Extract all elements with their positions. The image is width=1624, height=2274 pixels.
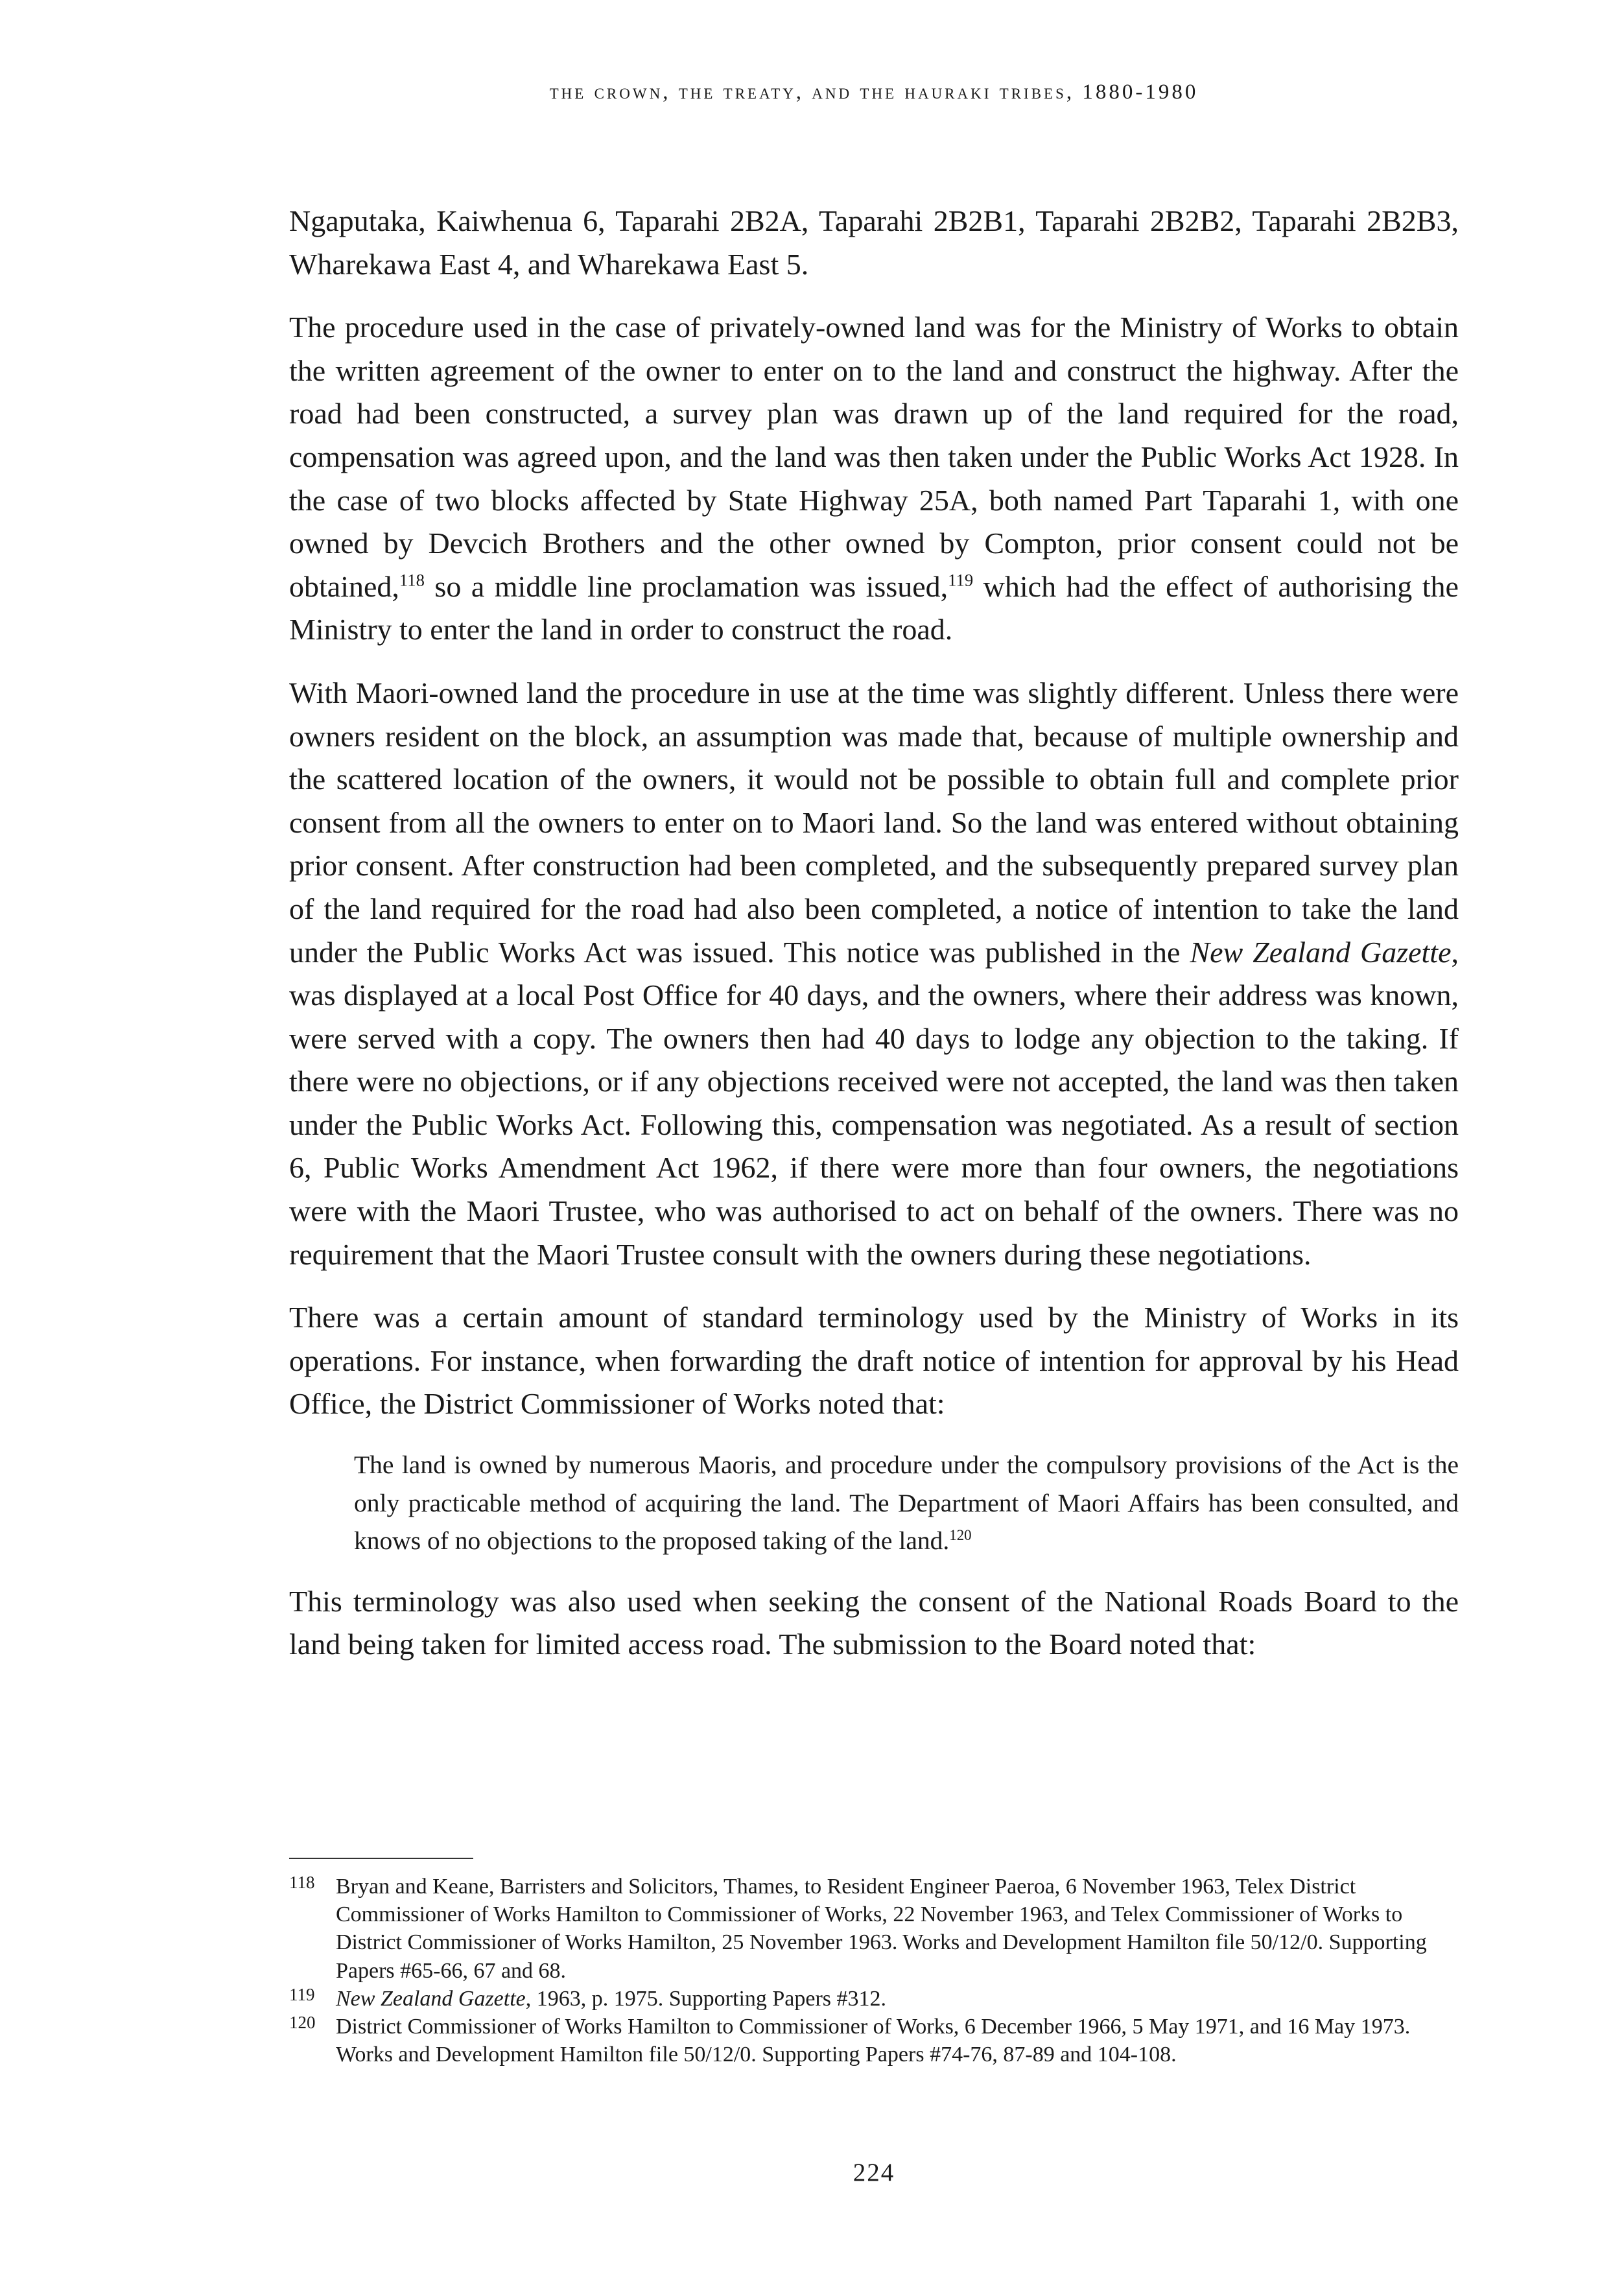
running-head: the crown, the treaty, and the hauraki tribes, 1880-1980 — [549, 80, 1199, 104]
paragraph-2-text-b: so a middle line proclamation was issued, — [424, 569, 948, 603]
footnote-separator — [289, 1858, 473, 1859]
gazette-title: New Zealand Gazette — [1190, 935, 1452, 969]
footnote-text — [336, 1985, 1459, 2013]
footnote-ref-118: 118 — [399, 570, 425, 590]
footnote-number: 120 — [289, 2013, 316, 2033]
footnote-italic-title: New Zealand Gazette — [336, 1986, 526, 2011]
paragraph-4: There was a certain amount of standard terminology used by the Ministry of Works in its operations. For instance, when forwarding the draft notice of intention for approval by his Head Office, the District Commissioner of Works noted that: — [289, 1301, 1459, 1421]
paragraph-1: Ngaputaka, Kaiwhenua 6, Taparahi 2B2A, Taparahi 2B2B1, Taparahi 2B2B2, Taparahi 2B2B3, Wharekawa East 4, and Wharekawa East 5. — [289, 204, 1459, 281]
paragraph-2-text-c: which had the effect of authorising the Ministry to enter the land in order to construct the road. — [289, 569, 1459, 646]
paragraph-3-text-a: With Maori-owned land the procedure in use at the time was slightly different. Unless there were owners resident on the block, an assumption was made that, because of multiple ownership and the scattered location of the owners, it would not be possible to obtain full and complete prior consent from all the owners to enter on to Maori land. So the land was entered without obtaining prior consent. After construction had been completed, and the subsequently prepared survey plan of the land required for the road had also been completed, a notice of intention to take the land under the Public Works Act was issued. This notice was published in the — [289, 676, 1459, 969]
footnote-number: 119 — [289, 1984, 315, 2004]
paragraph-2 — [289, 306, 1459, 652]
footnote-118 — [289, 1873, 1459, 1985]
block-quote-text: The land is owned by numerous Maoris, and procedure under the compulsory provisions of the Act is the only practicable method of acquiring the land. The Department of Maori Affairs has been consulted, and knows of no objections to the proposed taking of the land. — [354, 1451, 1459, 1556]
footnote-number: 118 — [289, 1873, 315, 1892]
footnote-text-rest: , 1963, p. 1975. Supporting Papers #312. — [525, 1986, 887, 2011]
footnote-ref-120: 120 — [949, 1526, 972, 1543]
footnote-text: Bryan and Keane, Barristers and Solicitors, Thames, to Resident Engineer Paeroa, 6 November 1963, Telex District Commissioner of Works Hamilton to Commissioner of Works, 22 November 1963, and Telex Commissioner of Works to District Commissioner of Works Hamilton, 25 November 1963. Works and Development Hamilton file 50/12/0. Supporting Papers #65-66, 67 and 68. — [336, 1875, 1427, 1983]
book-page — [289, 0, 1459, 2274]
paragraph-5: This terminology was also used when seeking the consent of the National Roads Board to the land being taken for limited access road. The submission to the Board noted that: — [289, 1584, 1459, 1661]
footnote-119 — [289, 1985, 1459, 2013]
body-text — [289, 200, 1459, 1687]
paragraph-2-text-a: The procedure used in the case of privately-owned land was for the Ministry of Works to obtain the written agreement of the owner to enter on to the land and construct the highway. After the road had been constructed, a survey plan was drawn up of the land required for the road, compensation was agreed upon, and the land was then taken under the Public Works Act 1928. In the case of two blocks affected by State Highway 25A, both named Part Taparahi 1, with one owned by Devcich Brothers and the other owned by Compton, prior consent could not be obtained, — [289, 311, 1459, 603]
paragraph-3-text-b: , was displayed at a local Post Office for 40 days, and the owners, where their address was known, were served with a copy. The owners then had 40 days to lodge any objection to the taking. If there were no objections, or if any objections received were not accepted, the land was then taken under the Public Works Act. Following this, compensation was negotiated. As a result of section 6, Public Works Amendment Act 1962, if there were more than four owners, the negotiations were with the Maori Trustee, who was authorised to act on behalf of the owners. There was no requirement that the Maori Trustee consult with the owners during these negotiations. — [289, 935, 1459, 1271]
paragraph-3 — [289, 672, 1459, 1276]
footnote-120 — [289, 2013, 1459, 2068]
footnote-ref-119: 119 — [948, 570, 974, 590]
block-quote — [354, 1446, 1459, 1560]
footnote-text: District Commissioner of Works Hamilton to Commissioner of Works, 6 December 1966, 5 May 1971, and 16 May 1973. Works and Development Hamilton file 50/12/0. Supporting Papers #74-76, 87-89 and 104-108. — [336, 2015, 1411, 2067]
page-number: 224 — [853, 2159, 895, 2186]
footnotes — [289, 1873, 1459, 2068]
